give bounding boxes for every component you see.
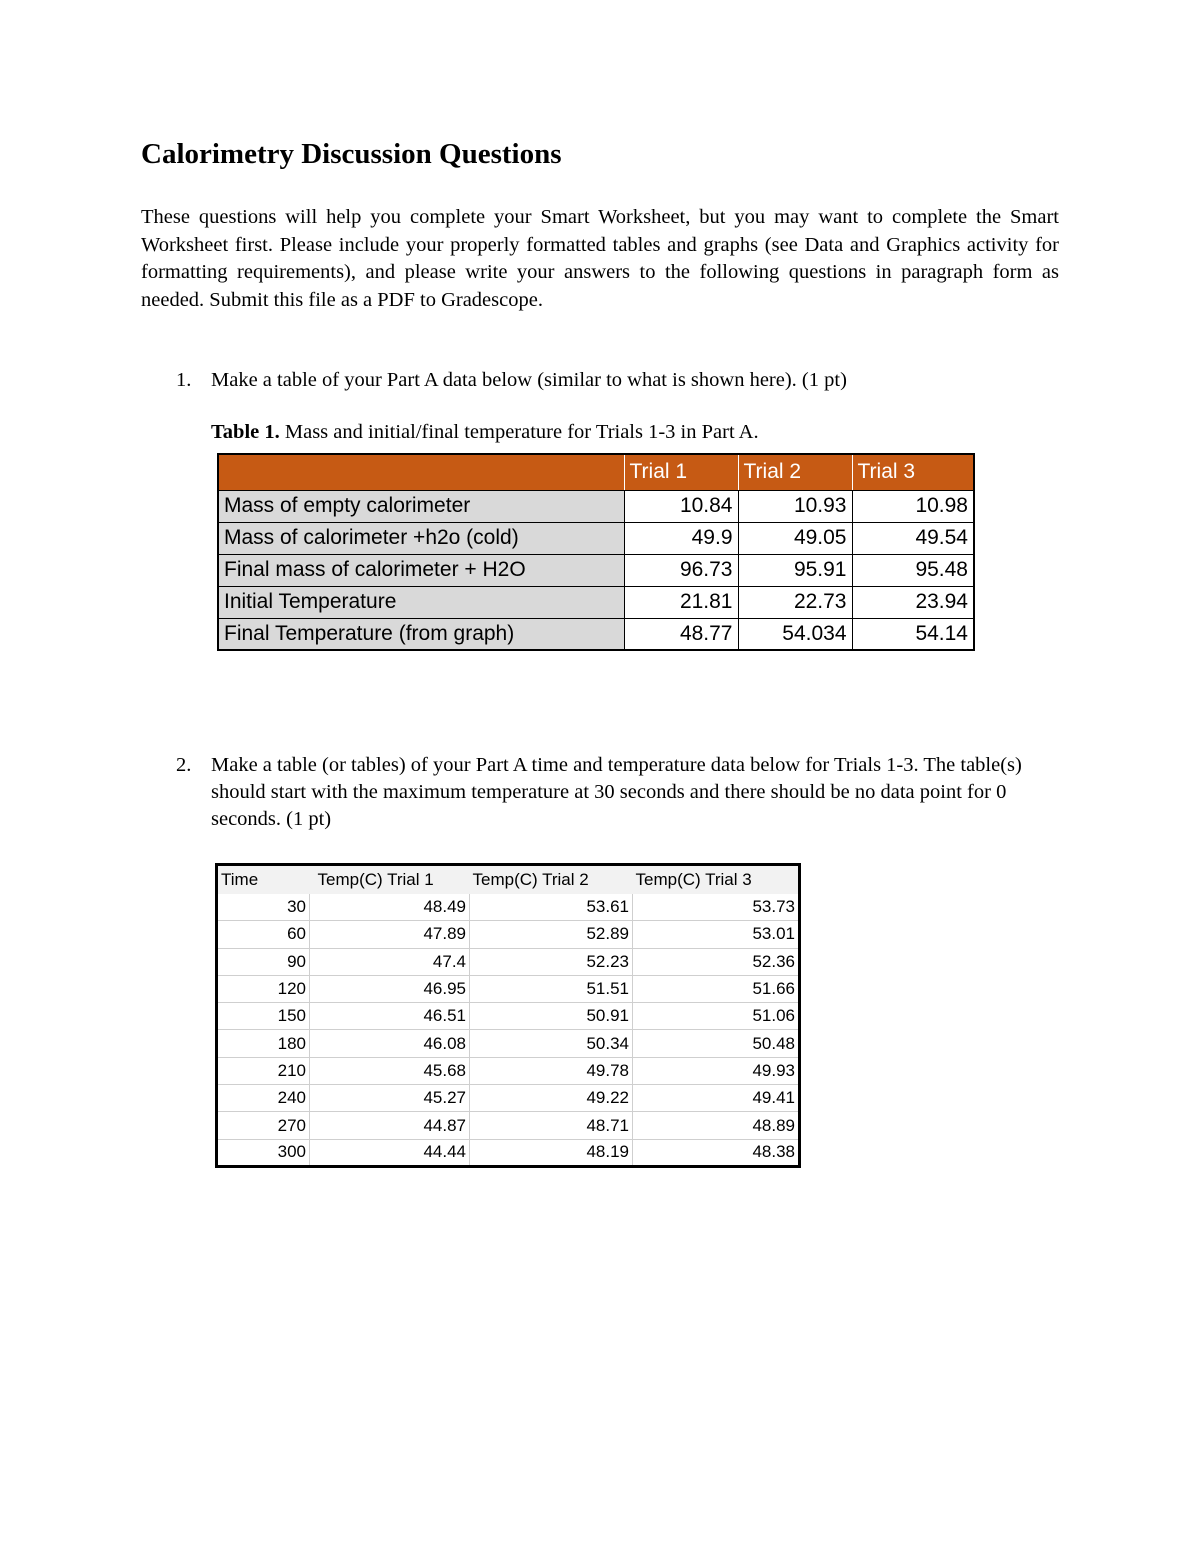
- table-row: [217, 1085, 800, 1112]
- intro-paragraph: These questions will help you complete your Smart Worksheet, but you may want to complete the Smart Worksheet first. Please include your properly formatted tables and graphs (see Data and Graphics activity for formatting requirements), and please write your answers to the following questions in paragraph form as needed. Submit this file as a PDF to Gradescope.: [141, 206, 1059, 311]
- table-row: [217, 1139, 800, 1166]
- table-cell: 51.06: [633, 1003, 800, 1030]
- table-cell: 53.61: [470, 894, 633, 921]
- table-cell: 50.48: [633, 1030, 800, 1057]
- table-row: [218, 490, 974, 522]
- table-cell: 49.93: [633, 1057, 800, 1084]
- table-cell: 21.81: [624, 586, 738, 618]
- table-header-cell: Temp(C) Trial 1: [310, 865, 470, 894]
- table-row: [217, 1030, 800, 1057]
- row-label: Final Temperature (from graph): [218, 618, 624, 650]
- row-label: Initial Temperature: [218, 586, 624, 618]
- table-row: [218, 586, 974, 618]
- table-header-cell: Trial 3: [852, 454, 974, 490]
- table-header-cell: [218, 454, 624, 490]
- table-row: [218, 522, 974, 554]
- table-cell: 95.48: [852, 554, 974, 586]
- table-cell: 46.08: [310, 1030, 470, 1057]
- question-text: Make a table of your Part A data below (similar to what is shown here). (1 pt): [211, 369, 847, 391]
- table-header-cell: Trial 1: [624, 454, 738, 490]
- table-cell: 48.77: [624, 618, 738, 650]
- table-cell: 23.94: [852, 586, 974, 618]
- table-cell: 22.73: [738, 586, 852, 618]
- table-row: [217, 1112, 800, 1139]
- table-cell: 49.22: [470, 1085, 633, 1112]
- table-cell: 49.78: [470, 1057, 633, 1084]
- table-row: [217, 1057, 800, 1084]
- table-cell: 45.27: [310, 1085, 470, 1112]
- table-cell: 47.89: [310, 921, 470, 948]
- table-cell: 48.38: [633, 1139, 800, 1166]
- table-row: [218, 618, 974, 650]
- table-cell: 48.49: [310, 894, 470, 921]
- table-cell: 48.19: [470, 1139, 633, 1166]
- table-row: [217, 948, 800, 975]
- table-header-row: [217, 865, 800, 894]
- table-cell: 46.95: [310, 975, 470, 1002]
- table-cell: 48.71: [470, 1112, 633, 1139]
- table-cell: 10.93: [738, 490, 852, 522]
- table-cell: 60: [217, 921, 310, 948]
- table-cell: 51.66: [633, 975, 800, 1002]
- table-cell: 53.73: [633, 894, 800, 921]
- table-cell: 54.14: [852, 618, 974, 650]
- table-cell: 49.9: [624, 522, 738, 554]
- page-title: Calorimetry Discussion Questions: [141, 138, 562, 170]
- table-cell: 49.05: [738, 522, 852, 554]
- question-2: [176, 752, 1056, 837]
- table-header-cell: Temp(C) Trial 2: [470, 865, 633, 894]
- table-cell: 49.54: [852, 522, 974, 554]
- table-cell: 10.98: [852, 490, 974, 522]
- table-cell: 96.73: [624, 554, 738, 586]
- question-number: 1.: [176, 369, 192, 391]
- table-cell: 44.87: [310, 1112, 470, 1139]
- table-cell: 50.91: [470, 1003, 633, 1030]
- table-cell: 52.23: [470, 948, 633, 975]
- table-header-row: [218, 454, 974, 490]
- table-cell: 49.41: [633, 1085, 800, 1112]
- table-cell: 30: [217, 894, 310, 921]
- part-a-summary-table: [217, 453, 975, 651]
- row-label: Final mass of calorimeter + H2O: [218, 554, 624, 586]
- table-cell: 240: [217, 1085, 310, 1112]
- table-cell: 46.51: [310, 1003, 470, 1030]
- table-cell: 52.36: [633, 948, 800, 975]
- table-cell: 210: [217, 1057, 310, 1084]
- time-temperature-table: [215, 863, 801, 1168]
- table-cell: 10.84: [624, 490, 738, 522]
- table-cell: 54.034: [738, 618, 852, 650]
- table-cell: 45.68: [310, 1057, 470, 1084]
- table-cell: 47.4: [310, 948, 470, 975]
- table-cell: 48.89: [633, 1112, 800, 1139]
- row-label: Mass of empty calorimeter: [218, 490, 624, 522]
- table-cell: 51.51: [470, 975, 633, 1002]
- table-cell: 300: [217, 1139, 310, 1166]
- row-label: Mass of calorimeter +h2o (cold): [218, 522, 624, 554]
- table-row: [217, 975, 800, 1002]
- table-row: [217, 921, 800, 948]
- table-row: [218, 554, 974, 586]
- table-row: [217, 1003, 800, 1030]
- table-header-cell: Temp(C) Trial 3: [633, 865, 800, 894]
- table-cell: 180: [217, 1030, 310, 1057]
- table-header-cell: Time: [217, 865, 310, 894]
- table-caption: [211, 421, 759, 444]
- table-cell: 90: [217, 948, 310, 975]
- question-text: Make a table (or tables) of your Part A time and temperature data below for Trials 1-3. The table(s) should start with the maximum temperature at 30 seconds and there should be no data point for 0 seconds. (1 pt): [211, 754, 1022, 830]
- table-row: [217, 894, 800, 921]
- table-cell: 52.89: [470, 921, 633, 948]
- question-1: [176, 367, 1056, 397]
- table-cell: 53.01: [633, 921, 800, 948]
- table-cell: 50.34: [470, 1030, 633, 1057]
- table-caption-text: Mass and initial/final temperature for Trials 1-3 in Part A.: [279, 421, 759, 443]
- table-cell: 120: [217, 975, 310, 1002]
- table-caption-label: Table 1.: [211, 421, 280, 443]
- table-cell: 150: [217, 1003, 310, 1030]
- table-cell: 270: [217, 1112, 310, 1139]
- table-cell: 44.44: [310, 1139, 470, 1166]
- table-header-cell: Trial 2: [738, 454, 852, 490]
- question-number: 2.: [176, 754, 192, 776]
- table-cell: 95.91: [738, 554, 852, 586]
